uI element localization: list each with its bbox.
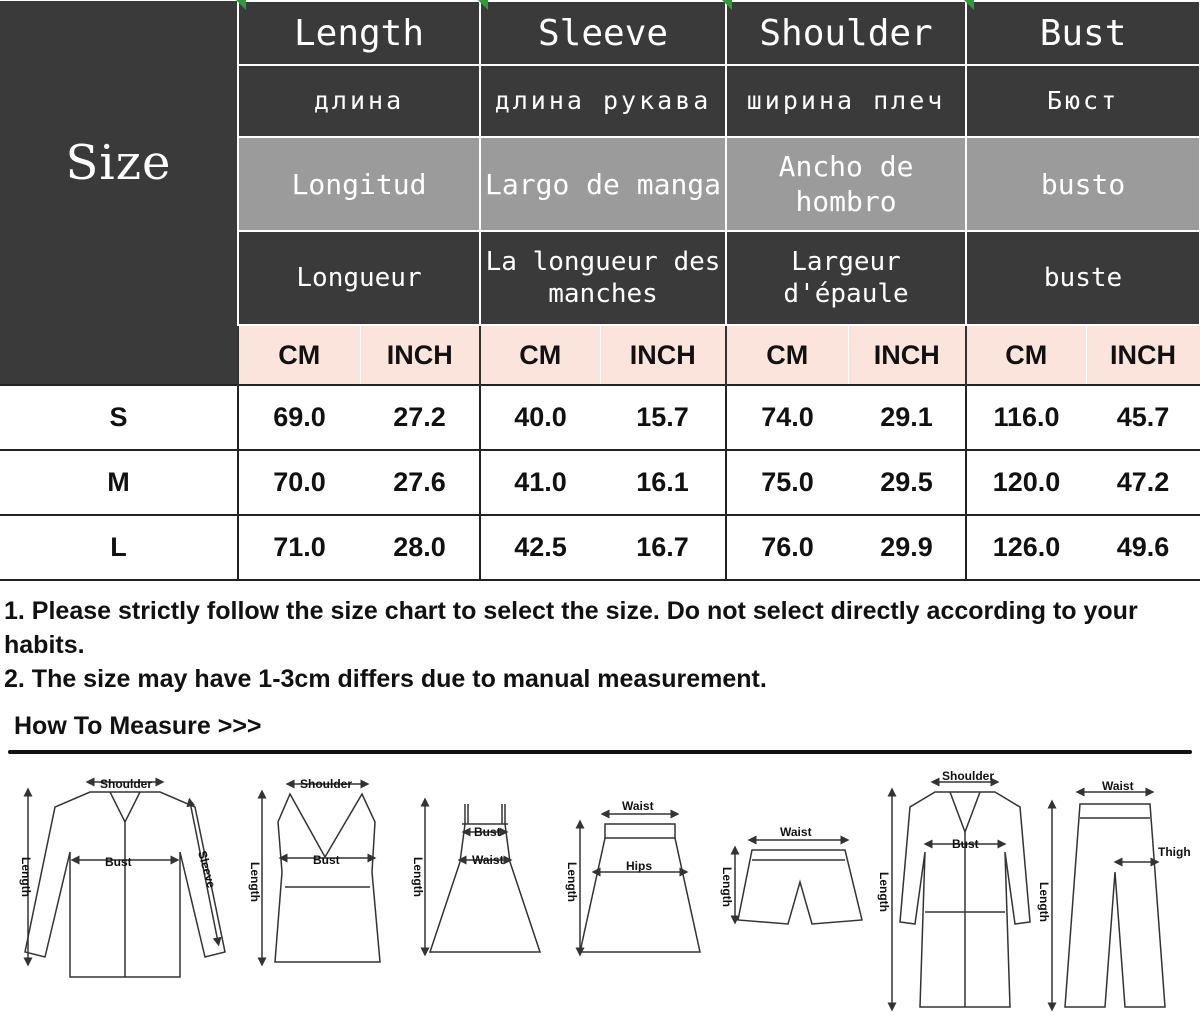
table-cell: 74.0	[726, 385, 848, 450]
unit-label: INCH	[1086, 325, 1200, 385]
sleeve-header-es: Largo de manga	[480, 137, 726, 231]
measure-label: Waist	[472, 853, 504, 867]
measure-label: Shoulder	[942, 769, 995, 783]
shirt-figure	[19, 777, 225, 977]
bust-header-es: busto	[966, 137, 1200, 231]
measure-label: Length	[248, 862, 262, 902]
size-label: S	[0, 385, 238, 450]
shorts-figure	[720, 825, 862, 924]
table-cell: 42.5	[480, 515, 600, 580]
length-header-ru: длина	[238, 65, 480, 137]
sleeve-header-ru: длина рукава	[480, 65, 726, 137]
note-item: 1. Please strictly follow the size chart to select the size. Do not select directly according to your habits.	[4, 597, 1138, 659]
unit-label: CM	[966, 325, 1086, 385]
measure-label: Sleeve	[195, 849, 219, 890]
unit-label: INCH	[848, 325, 966, 385]
table-cell: 76.0	[726, 515, 848, 580]
corner-marker	[722, 0, 732, 10]
measure-label: Length	[877, 872, 891, 912]
table-cell: 16.1	[600, 450, 726, 515]
measure-label: Bust	[952, 837, 979, 851]
measure-label: Waist	[780, 825, 812, 839]
size-header-filler	[0, 325, 238, 385]
length-header-fr: Longueur	[238, 231, 480, 325]
measure-label: Bust	[313, 853, 340, 867]
measure-label: Length	[19, 857, 33, 897]
corner-marker	[964, 0, 974, 10]
tank-top-figure	[248, 777, 380, 962]
unit-label: CM	[238, 325, 360, 385]
table-cell: 27.6	[360, 450, 480, 515]
how-to-measure-title: How To Measure >>>	[14, 712, 262, 740]
table-cell: 126.0	[966, 515, 1086, 580]
measure-label: Shoulder	[100, 777, 153, 791]
measure-label: Waist	[622, 799, 654, 813]
measure-label: Length	[565, 862, 579, 902]
corner-marker	[236, 0, 246, 10]
measure-label: Waist	[1102, 779, 1134, 793]
table-row	[0, 385, 1200, 450]
measure-label: Hips	[626, 859, 653, 873]
shoulder-header-ru: ширина плеч	[726, 65, 966, 137]
table-cell: 27.2	[360, 385, 480, 450]
measure-label: Length	[1037, 882, 1051, 922]
table-row	[0, 450, 1200, 515]
table-cell: 16.7	[600, 515, 726, 580]
note-item: 2. The size may have 1-3cm differs due to manual measurement.	[4, 665, 767, 693]
table-cell: 116.0	[966, 385, 1086, 450]
measure-label: Shoulder	[300, 777, 353, 791]
shoulder-header-es: Ancho de hombro	[726, 137, 966, 231]
unit-label: CM	[726, 325, 848, 385]
measure-label: Bust	[474, 825, 501, 839]
table-row	[0, 515, 1200, 580]
table-cell: 40.0	[480, 385, 600, 450]
table-cell: 28.0	[360, 515, 480, 580]
measurement-illustrations	[0, 762, 1200, 1012]
skirt-figure	[565, 799, 700, 952]
dress-figure	[411, 802, 540, 952]
table-cell: 69.0	[238, 385, 360, 450]
size-label: M	[0, 450, 238, 515]
bust-header-fr: buste	[966, 231, 1200, 325]
size-header: Size	[0, 1, 238, 325]
unit-label: INCH	[600, 325, 726, 385]
size-notes	[4, 594, 1194, 696]
table-cell: 29.1	[848, 385, 966, 450]
shoulder-header-fr: Largeur d'épaule	[726, 231, 966, 325]
table-cell: 71.0	[238, 515, 360, 580]
table-cell: 15.7	[600, 385, 726, 450]
unit-label: INCH	[360, 325, 480, 385]
corner-marker	[478, 0, 488, 10]
unit-label: CM	[480, 325, 600, 385]
table-cell: 29.5	[848, 450, 966, 515]
sleeve-header-fr: La longueur des manches	[480, 231, 726, 325]
table-cell: 47.2	[1086, 450, 1200, 515]
table-cell: 29.9	[848, 515, 966, 580]
table-cell: 70.0	[238, 450, 360, 515]
measure-label: Length	[411, 857, 425, 897]
coat-figure	[877, 769, 1030, 1007]
table-cell: 41.0	[480, 450, 600, 515]
table-cell: 45.7	[1086, 385, 1200, 450]
divider	[8, 750, 1192, 754]
bust-header-ru: Бюст	[966, 65, 1200, 137]
table-cell: 49.6	[1086, 515, 1200, 580]
measure-label: Length	[720, 867, 734, 907]
table-cell: 120.0	[966, 450, 1086, 515]
pants-figure	[1037, 779, 1191, 1007]
measure-label: Bust	[105, 855, 132, 869]
bust-header-en: Bust	[966, 1, 1200, 65]
table-cell: 75.0	[726, 450, 848, 515]
length-header-es: Longitud	[238, 137, 480, 231]
sleeve-header-en: Sleeve	[480, 1, 726, 65]
length-header-en: Length	[238, 1, 480, 65]
shoulder-header-en: Shoulder	[726, 1, 966, 65]
size-label: L	[0, 515, 238, 580]
measure-label: Thigh	[1158, 845, 1191, 859]
